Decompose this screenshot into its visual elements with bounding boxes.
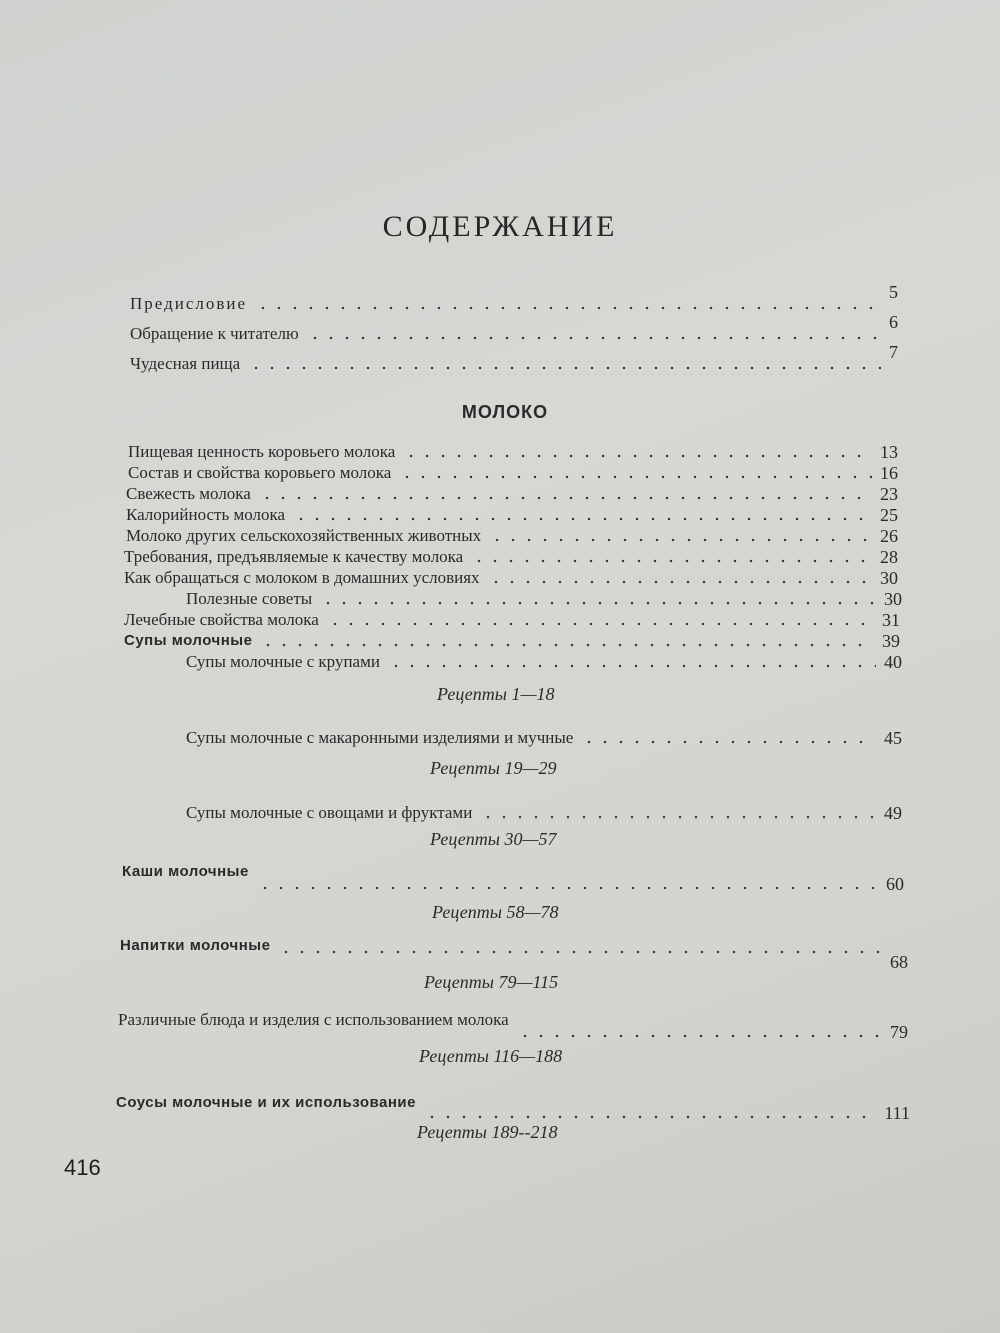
toc-entry-page: 16 — [880, 463, 898, 483]
toc-entry-label: Свежесть молока — [126, 484, 251, 503]
dot-leader — [278, 950, 882, 954]
toc-entry-label: Супы молочные — [124, 632, 253, 649]
toc-entry-label: Чудесная пища — [130, 354, 241, 373]
dot-leader — [388, 664, 876, 668]
toc-entry — [118, 1010, 908, 1042]
toc-entry-label: Различные блюда и изделия с использованием молока — [118, 1010, 509, 1029]
dot-leader — [257, 886, 878, 890]
recipe-range: Рецепты 79—115 — [424, 972, 559, 992]
toc-entry — [130, 282, 898, 314]
recipe-range: Рецепты 189--218 — [417, 1122, 558, 1142]
toc-entry-label: Как обращаться с молоком в домашних условиях — [124, 568, 480, 587]
toc-entry-label: Лечебные свойства молока — [124, 610, 319, 629]
toc-entry-label: Предисловие — [130, 294, 248, 313]
recipe-range: Рецепты 1—18 — [437, 684, 555, 704]
toc-entry-page: 60 — [886, 874, 904, 894]
page-title: СОДЕРЖАНИЕ — [382, 210, 618, 243]
dot-leader — [248, 366, 881, 370]
toc-entry-page: 45 — [884, 728, 902, 748]
toc-entry-page: 30 — [880, 568, 898, 588]
toc-entry-label: Супы молочные с овощами и фруктами — [186, 803, 473, 822]
toc-entry — [116, 1094, 910, 1123]
section-heading: МОЛОКО — [461, 402, 549, 422]
toc-entry-page: 28 — [880, 547, 898, 567]
toc-entry-page: 31 — [882, 610, 900, 630]
toc-entry-page: 7 — [889, 342, 898, 362]
toc-entry-page: 23 — [880, 484, 898, 504]
toc-entry-label: Обращение к читателю — [130, 324, 299, 343]
toc-entry-label: Супы молочные с крупами — [186, 652, 380, 671]
toc-entry — [186, 797, 902, 823]
toc-entry-page: 5 — [889, 282, 898, 302]
recipe-range: Рецепты 116—188 — [419, 1046, 563, 1066]
toc-entry — [130, 312, 898, 344]
dot-leader — [517, 1034, 882, 1038]
toc-entry-page: 25 — [880, 505, 898, 525]
dot-leader — [480, 815, 876, 819]
dot-leader — [581, 740, 876, 744]
dot-leader — [255, 306, 881, 310]
toc-entry-label: Соусы молочные и их использование — [116, 1094, 416, 1111]
toc-entry-page: 30 — [884, 589, 902, 609]
toc-entry — [130, 342, 898, 374]
toc-entry-label: Напитки молочные — [120, 937, 271, 954]
dot-leader — [307, 336, 881, 340]
toc-entry-page: 26 — [880, 526, 898, 546]
toc-entry-page: 40 — [884, 652, 902, 672]
dot-leader — [424, 1115, 876, 1119]
toc-entry-page: 68 — [890, 952, 908, 972]
toc-entry-label: Каши молочные — [122, 863, 249, 880]
toc-entry — [122, 863, 904, 894]
toc-entry-label: Состав и свойства коровьего молока — [128, 463, 392, 482]
toc-entry — [186, 722, 902, 748]
recipe-range: Рецепты 19—29 — [430, 758, 557, 778]
recipe-range: Рецепты 58—78 — [432, 902, 559, 922]
toc-entry-page: 49 — [884, 803, 902, 823]
toc-entry-page: 13 — [880, 442, 898, 462]
toc-entry-label: Требования, предъявляемые к качеству молока — [124, 547, 464, 566]
toc-entry-page: 111 — [884, 1103, 910, 1123]
toc-entry-label: Пищевая ценность коровьего молока — [128, 442, 396, 461]
toc-entry-label: Калорийность молока — [126, 505, 286, 524]
toc-entry — [186, 646, 902, 672]
toc-entry-label: Полезные советы — [186, 589, 313, 608]
toc-entry-label: Супы молочные с макаронными изделиями и мучные — [186, 728, 574, 747]
toc-entry-page: 79 — [890, 1022, 908, 1042]
recipe-range: Рецепты 30—57 — [430, 829, 557, 849]
page-number: 416 — [64, 1155, 101, 1180]
toc-entry-page: 6 — [889, 312, 898, 332]
toc-entry-page: 39 — [882, 631, 900, 651]
toc-entry — [120, 937, 908, 972]
toc-entry-label: Молоко других сельскохозяйственных животных — [126, 526, 482, 545]
